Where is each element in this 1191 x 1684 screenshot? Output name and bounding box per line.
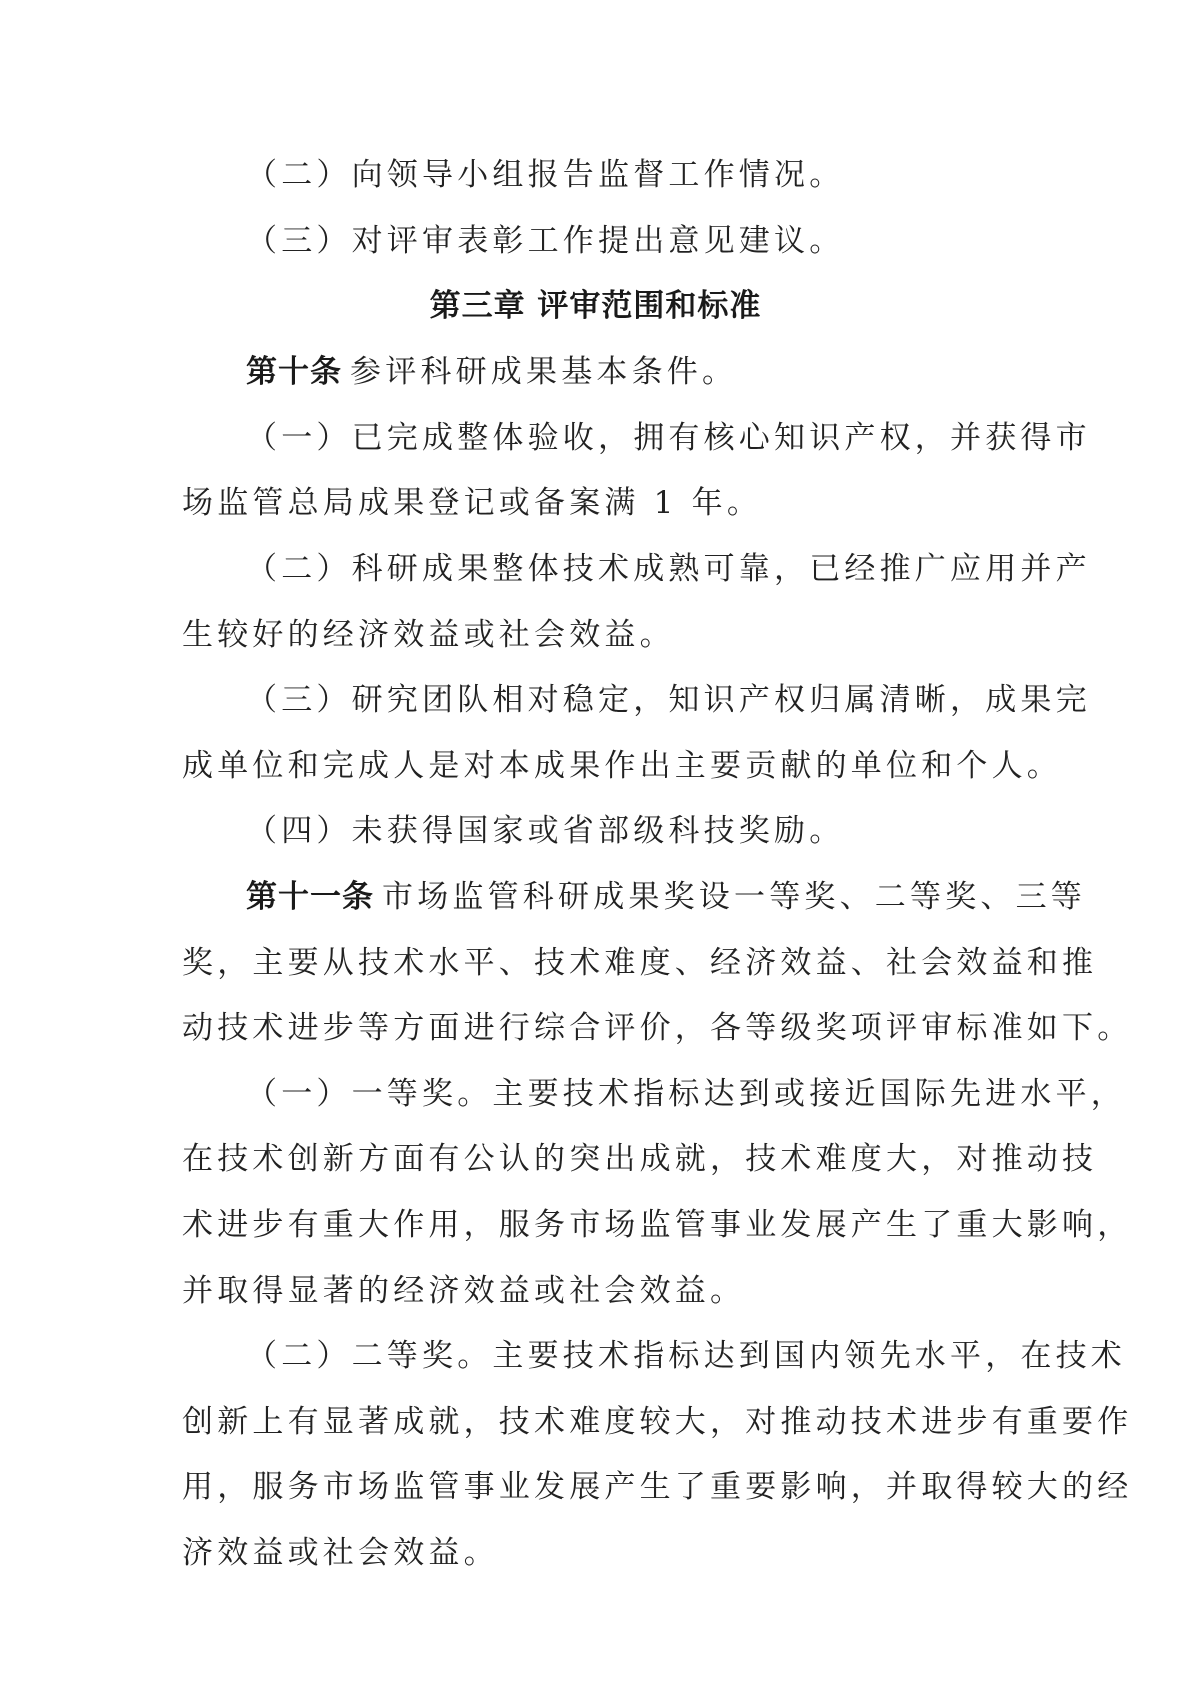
paragraph-line: 场监管总局成果登记或备案满 1 年。 [182, 485, 763, 521]
clause-3-line: （三）对评审表彰工作提出意见建议。 [246, 223, 845, 259]
paragraph-line: 奖，主要从技术水平、技术难度、经济效益、社会效益和推 [182, 945, 1098, 981]
paragraph-line: 并取得显著的经济效益或社会效益。 [182, 1273, 746, 1309]
paragraph-line: 术进步有重大作用，服务市场监管事业发展产生了重大影响， [182, 1207, 1133, 1243]
paragraph-line: （一）一等奖。主要技术指标达到或接近国际先进水平， [246, 1076, 1126, 1112]
paragraph-line: 动技术进步等方面进行综合评价，各等级奖项评审标准如下。 [182, 1010, 1133, 1046]
paragraph-line: 用，服务市场监管事业发展产生了重要影响，并取得较大的经 [182, 1469, 1133, 1505]
paragraph-line: （三）研究团队相对稳定，知识产权归属清晰，成果完 [246, 682, 1091, 718]
article-11 [246, 877, 1086, 917]
clause-2-line: （二）向领导小组报告监督工作情况。 [246, 157, 845, 193]
article-10 [246, 352, 1022, 392]
paragraph-line: （二）科研成果整体技术成熟可靠，已经推广应用并产 [246, 551, 1091, 587]
article-11-text: 市场监管科研成果奖设一等奖、二等奖、三等 [382, 879, 1086, 915]
paragraph-line: 创新上有显著成就，技术难度较大，对推动技术进步有重要作 [182, 1404, 1133, 1440]
article-10-label: 第十条 [246, 354, 342, 390]
paragraph-line: （二）二等奖。主要技术指标达到国内领先水平，在技术 [246, 1338, 1126, 1374]
paragraph-line: （一）已完成整体验收，拥有核心知识产权，并获得市 [246, 420, 1091, 456]
paragraph-line: 成单位和完成人是对本成果作出主要贡献的单位和个人。 [182, 748, 1062, 784]
article-11-label: 第十一条 [246, 879, 374, 915]
article-10-text: 参评科研成果基本条件。 [350, 354, 738, 390]
chapter-title: 第三章 评审范围和标准 [429, 288, 762, 324]
paragraph-line: 生较好的经济效益或社会效益。 [182, 617, 675, 653]
paragraph-line: 济效益或社会效益。 [182, 1535, 499, 1571]
paragraph-line: （四）未获得国家或省部级科技奖励。 [246, 813, 845, 849]
paragraph-line: 在技术创新方面有公认的突出成就，技术难度大，对推动技 [182, 1141, 1098, 1177]
